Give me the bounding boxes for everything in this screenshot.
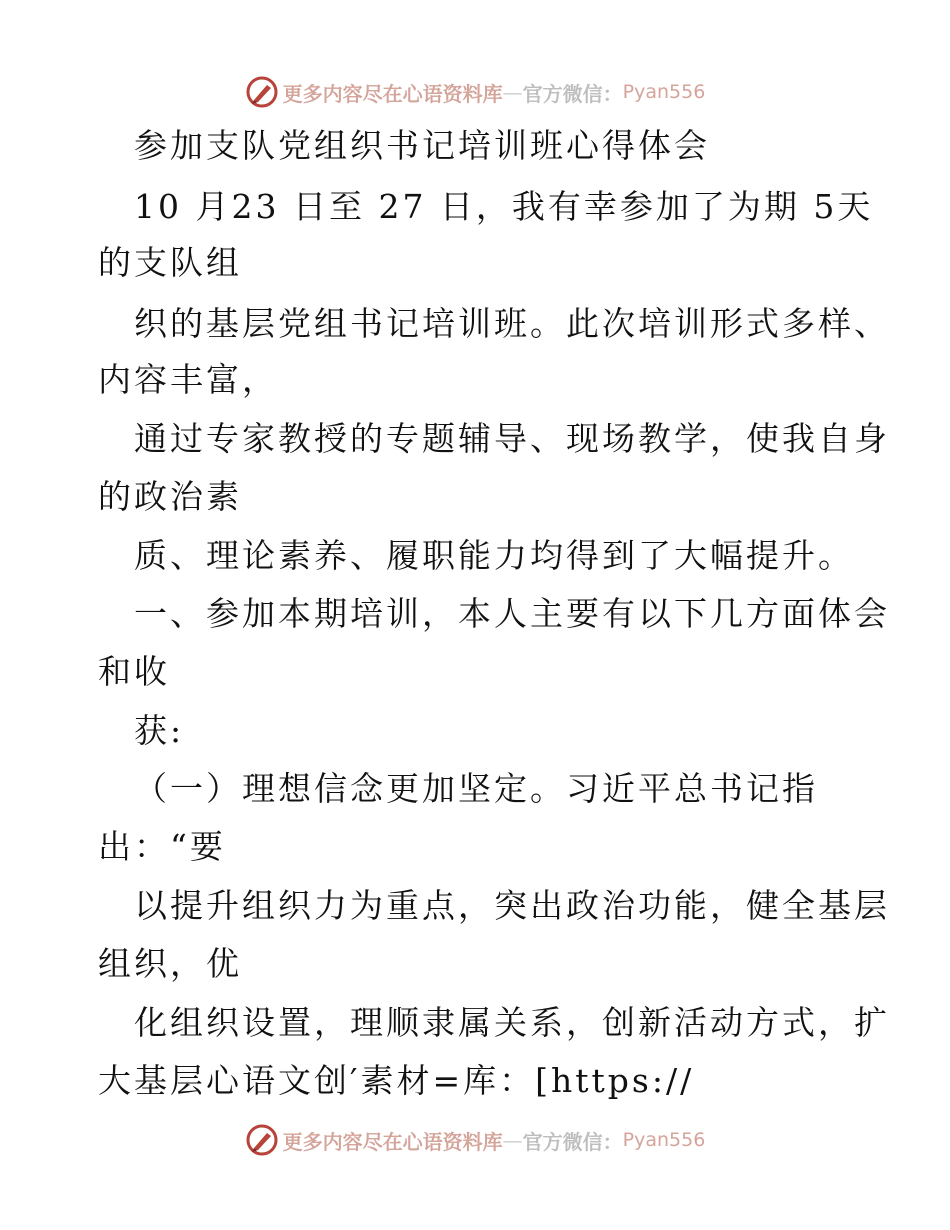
banner-main-text: 更多内容尽在心语资料库 — [282, 1129, 503, 1154]
banner-main-text: 更多内容尽在心语资料库 — [282, 81, 503, 106]
text-line: 的支队组 — [98, 243, 242, 282]
text-line: 和收 — [98, 652, 170, 691]
banner-separator: — — [502, 80, 523, 104]
text-line: 10 月23 日至 27 日，我有幸参加了为期 5天 — [134, 187, 874, 226]
text-line: 获: — [134, 711, 185, 750]
document-title: 参加支队党组织书记培训班心得体会 — [134, 126, 710, 165]
text-line: 质、理论素养、履职能力均得到了大幅提升。 — [134, 536, 854, 575]
text-line: 化组织设置，理顺隶属关系，创新活动方式，扩 — [134, 1003, 890, 1042]
text-line: 组织，优 — [98, 944, 242, 983]
banner-wechat-id: Pyan556 — [622, 1129, 706, 1151]
text-line: 大基层心语文创′素材=库：[https:// — [98, 1061, 695, 1100]
pen-logo-icon — [245, 75, 279, 109]
text-line: 织的基层党组书记培训班。此次培训形式多样、 — [134, 304, 890, 343]
banner-wechat-id: Pyan556 — [622, 81, 706, 103]
text-line: （一）理想信念更加坚定。习近平总书记指 — [134, 769, 818, 808]
banner-separator: — — [502, 1128, 523, 1152]
banner-wechat-label: 官方微信： — [522, 81, 623, 106]
footer-watermark-banner — [0, 1120, 950, 1160]
text-line: 出：“要 — [98, 827, 226, 866]
text-line: 以提升组织力为重点，突出政治功能，健全基层 — [134, 886, 890, 925]
pen-logo-icon — [245, 1123, 279, 1157]
text-line: 通过专家教授的专题辅导、现场教学，使我自身 — [134, 419, 890, 458]
header-watermark-banner — [0, 72, 950, 112]
text-line: 内容丰富， — [98, 360, 278, 399]
banner-wechat-label: 官方微信： — [522, 1129, 623, 1154]
text-line: 的政治素 — [98, 477, 242, 516]
text-line: 一、参加本期培训，本人主要有以下几方面体会 — [134, 594, 890, 633]
